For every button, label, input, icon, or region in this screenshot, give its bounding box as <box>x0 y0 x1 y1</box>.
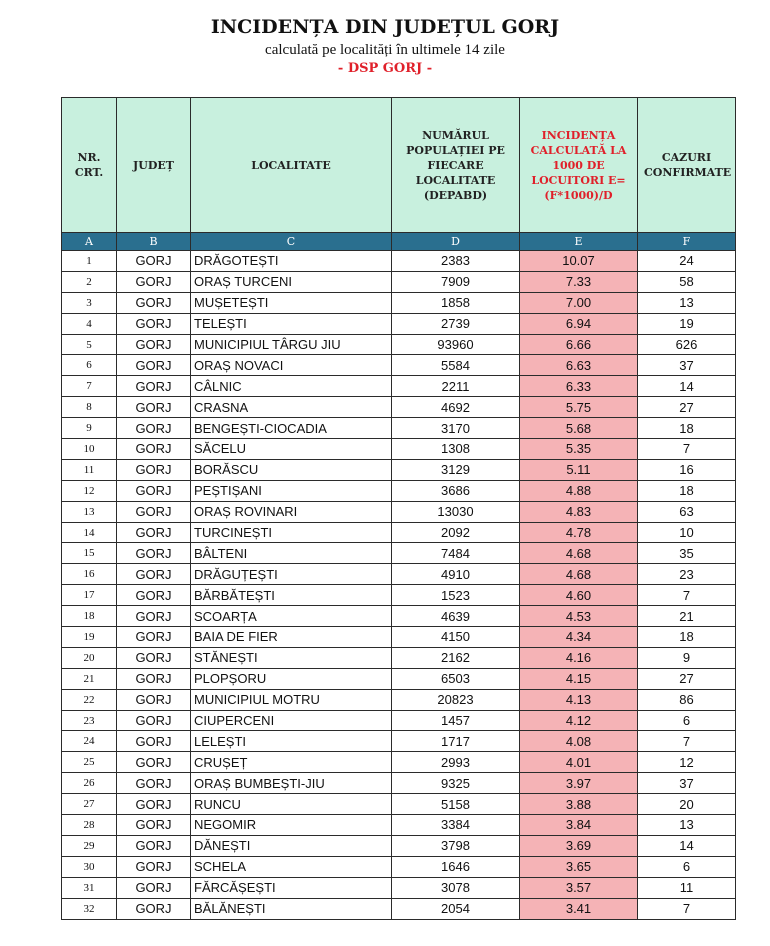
judet-cell: GORJ <box>117 480 191 501</box>
localitate-cell: BORĂSCU <box>191 459 392 480</box>
table-row <box>62 313 736 334</box>
judet-cell: GORJ <box>117 689 191 710</box>
row-number-cell: 32 <box>62 898 117 919</box>
localitate-cell: ORAȘ BUMBEȘTI-JIU <box>191 773 392 794</box>
cazuri-cell: 9 <box>638 647 736 668</box>
source-label: - DSP GORJ - <box>337 61 433 76</box>
cazuri-cell: 13 <box>638 292 736 313</box>
table-row <box>62 877 736 898</box>
cazuri-cell: 16 <box>638 459 736 480</box>
row-number-cell: 14 <box>62 522 117 543</box>
incidenta-cell: 7.33 <box>520 271 638 292</box>
localitate-cell: CÂLNIC <box>191 376 392 397</box>
incidenta-cell: 6.94 <box>520 313 638 334</box>
localitate-cell: TELEȘTI <box>191 313 392 334</box>
row-number-cell: 4 <box>62 313 117 334</box>
row-number-cell: 3 <box>62 292 117 313</box>
localitate-cell: PEȘTIȘANI <box>191 480 392 501</box>
incidenta-cell: 4.08 <box>520 731 638 752</box>
row-number-cell: 30 <box>62 856 117 877</box>
cazuri-cell: 63 <box>638 501 736 522</box>
judet-cell: GORJ <box>117 835 191 856</box>
incidenta-cell: 3.65 <box>520 856 638 877</box>
incidenta-cell: 3.41 <box>520 898 638 919</box>
judet-cell: GORJ <box>117 397 191 418</box>
incidenta-cell: 4.13 <box>520 689 638 710</box>
populatie-cell: 5158 <box>392 794 520 815</box>
localitate-cell: RUNCU <box>191 794 392 815</box>
populatie-cell: 3384 <box>392 815 520 836</box>
row-number-cell: 20 <box>62 647 117 668</box>
cazuri-cell: 6 <box>638 710 736 731</box>
localitate-cell: ORAȘ NOVACI <box>191 355 392 376</box>
incidenta-cell: 4.68 <box>520 564 638 585</box>
cazuri-cell: 13 <box>638 815 736 836</box>
judet-cell: GORJ <box>117 334 191 355</box>
cazuri-cell: 24 <box>638 251 736 272</box>
row-number-cell: 11 <box>62 459 117 480</box>
populatie-cell: 6503 <box>392 668 520 689</box>
table-row <box>62 856 736 877</box>
populatie-cell: 93960 <box>392 334 520 355</box>
localitate-cell: SĂCELU <box>191 439 392 460</box>
incidenta-cell: 3.69 <box>520 835 638 856</box>
table-row <box>62 752 736 773</box>
table-row <box>62 564 736 585</box>
row-number-cell: 21 <box>62 668 117 689</box>
localitate-cell: CRUȘEȚ <box>191 752 392 773</box>
judet-cell: GORJ <box>117 668 191 689</box>
table-row <box>62 522 736 543</box>
table-row <box>62 543 736 564</box>
judet-cell: GORJ <box>117 877 191 898</box>
judet-cell: GORJ <box>117 815 191 836</box>
cazuri-cell: 18 <box>638 627 736 648</box>
cazuri-cell: 7 <box>638 439 736 460</box>
localitate-cell: CRASNA <box>191 397 392 418</box>
judet-cell: GORJ <box>117 543 191 564</box>
table-row <box>62 731 736 752</box>
cazuri-cell: 7 <box>638 898 736 919</box>
incidenta-cell: 4.88 <box>520 480 638 501</box>
row-number-cell: 12 <box>62 480 117 501</box>
judet-cell: GORJ <box>117 710 191 731</box>
table-row <box>62 271 736 292</box>
incidenta-cell: 6.63 <box>520 355 638 376</box>
populatie-cell: 7909 <box>392 271 520 292</box>
incidenta-cell: 4.16 <box>520 647 638 668</box>
row-number-cell: 15 <box>62 543 117 564</box>
row-number-cell: 19 <box>62 627 117 648</box>
judet-cell: GORJ <box>117 292 191 313</box>
row-number-cell: 22 <box>62 689 117 710</box>
localitate-cell: SCOARȚA <box>191 606 392 627</box>
cazuri-cell: 7 <box>638 585 736 606</box>
row-number-cell: 6 <box>62 355 117 376</box>
cazuri-cell: 7 <box>638 731 736 752</box>
incidenta-cell: 4.53 <box>520 606 638 627</box>
localitate-cell: STĂNEȘTI <box>191 647 392 668</box>
table-row <box>62 710 736 731</box>
incidenta-cell: 4.60 <box>520 585 638 606</box>
judet-cell: GORJ <box>117 355 191 376</box>
row-number-cell: 26 <box>62 773 117 794</box>
header-incidenta: INCIDENȚA CALCULATĂ LA 1000 DE LOCUITORI E=(F*1000)/D <box>520 98 638 233</box>
judet-cell: GORJ <box>117 501 191 522</box>
populatie-cell: 5584 <box>392 355 520 376</box>
cazuri-cell: 37 <box>638 355 736 376</box>
row-number-cell: 23 <box>62 710 117 731</box>
header-cazuri: CAZURI CONFIRMATE <box>638 98 736 233</box>
localitate-cell: ORAȘ ROVINARI <box>191 501 392 522</box>
title-block <box>0 14 770 78</box>
cazuri-cell: 626 <box>638 334 736 355</box>
populatie-cell: 2211 <box>392 376 520 397</box>
localitate-cell: BĂRBĂTEȘTI <box>191 585 392 606</box>
judet-cell: GORJ <box>117 898 191 919</box>
incidenta-cell: 4.15 <box>520 668 638 689</box>
populatie-cell: 2383 <box>392 251 520 272</box>
row-number-cell: 7 <box>62 376 117 397</box>
incidence-table <box>61 97 736 920</box>
incidenta-cell: 7.00 <box>520 292 638 313</box>
cazuri-cell: 6 <box>638 856 736 877</box>
populatie-cell: 20823 <box>392 689 520 710</box>
column-letter: D <box>392 233 520 251</box>
cazuri-cell: 14 <box>638 376 736 397</box>
judet-cell: GORJ <box>117 647 191 668</box>
populatie-cell: 3078 <box>392 877 520 898</box>
localitate-cell: BĂLĂNEȘTI <box>191 898 392 919</box>
incidenta-cell: 3.57 <box>520 877 638 898</box>
incidenta-cell: 4.01 <box>520 752 638 773</box>
judet-cell: GORJ <box>117 522 191 543</box>
page-title: INCIDENȚA DIN JUDEȚUL GORJ <box>210 16 560 38</box>
populatie-cell: 4639 <box>392 606 520 627</box>
row-number-cell: 18 <box>62 606 117 627</box>
header-judet: JUDEȚ <box>117 98 191 233</box>
cazuri-cell: 19 <box>638 313 736 334</box>
populatie-cell: 1523 <box>392 585 520 606</box>
row-number-cell: 9 <box>62 418 117 439</box>
incidenta-cell: 5.68 <box>520 418 638 439</box>
row-number-cell: 1 <box>62 251 117 272</box>
localitate-cell: NEGOMIR <box>191 815 392 836</box>
row-number-cell: 2 <box>62 271 117 292</box>
judet-cell: GORJ <box>117 752 191 773</box>
populatie-cell: 7484 <box>392 543 520 564</box>
populatie-cell: 1858 <box>392 292 520 313</box>
judet-cell: GORJ <box>117 606 191 627</box>
table-row <box>62 627 736 648</box>
populatie-cell: 3170 <box>392 418 520 439</box>
table-row <box>62 689 736 710</box>
cazuri-cell: 18 <box>638 418 736 439</box>
cazuri-cell: 12 <box>638 752 736 773</box>
judet-cell: GORJ <box>117 627 191 648</box>
header-populatie: NUMĂRUL POPULAȚIEI PE FIECARE LOCALITATE (DEPABD) <box>392 98 520 233</box>
incidenta-cell: 10.07 <box>520 251 638 272</box>
header-localitate: LOCALITATE <box>191 98 392 233</box>
populatie-cell: 2993 <box>392 752 520 773</box>
localitate-cell: TURCINEȘTI <box>191 522 392 543</box>
table-row <box>62 647 736 668</box>
header-row <box>62 98 736 233</box>
incidenta-cell: 5.75 <box>520 397 638 418</box>
incidenta-cell: 6.66 <box>520 334 638 355</box>
cazuri-cell: 20 <box>638 794 736 815</box>
column-letters-row <box>62 233 736 251</box>
populatie-cell: 2054 <box>392 898 520 919</box>
localitate-cell: MUNICIPIUL MOTRU <box>191 689 392 710</box>
row-number-cell: 8 <box>62 397 117 418</box>
column-letter: A <box>62 233 117 251</box>
populatie-cell: 9325 <box>392 773 520 794</box>
row-number-cell: 25 <box>62 752 117 773</box>
table-row <box>62 501 736 522</box>
cazuri-cell: 27 <box>638 668 736 689</box>
page-subtitle: calculată pe localități în ultimele 14 zile <box>265 42 505 58</box>
incidenta-cell: 4.83 <box>520 501 638 522</box>
localitate-cell: FĂRCĂȘEȘTI <box>191 877 392 898</box>
table-row <box>62 397 736 418</box>
header-nr: NR. CRT. <box>62 98 117 233</box>
incidenta-cell: 6.33 <box>520 376 638 397</box>
table-row <box>62 251 736 272</box>
populatie-cell: 1646 <box>392 856 520 877</box>
row-number-cell: 13 <box>62 501 117 522</box>
table-row <box>62 439 736 460</box>
judet-cell: GORJ <box>117 773 191 794</box>
localitate-cell: LELEȘTI <box>191 731 392 752</box>
table-row <box>62 773 736 794</box>
populatie-cell: 13030 <box>392 501 520 522</box>
populatie-cell: 1717 <box>392 731 520 752</box>
incidenta-cell: 4.12 <box>520 710 638 731</box>
incidenta-cell: 4.34 <box>520 627 638 648</box>
table-row <box>62 794 736 815</box>
judet-cell: GORJ <box>117 418 191 439</box>
table-row <box>62 585 736 606</box>
table-row <box>62 418 736 439</box>
column-letter: C <box>191 233 392 251</box>
localitate-cell: BAIA DE FIER <box>191 627 392 648</box>
incidenta-cell: 4.78 <box>520 522 638 543</box>
row-number-cell: 29 <box>62 835 117 856</box>
cazuri-cell: 27 <box>638 397 736 418</box>
localitate-cell: DRĂGUȚEȘTI <box>191 564 392 585</box>
populatie-cell: 3686 <box>392 480 520 501</box>
table-row <box>62 355 736 376</box>
row-number-cell: 16 <box>62 564 117 585</box>
table-row <box>62 898 736 919</box>
populatie-cell: 1457 <box>392 710 520 731</box>
judet-cell: GORJ <box>117 251 191 272</box>
populatie-cell: 4910 <box>392 564 520 585</box>
populatie-cell: 3798 <box>392 835 520 856</box>
localitate-cell: MUȘETEȘTI <box>191 292 392 313</box>
localitate-cell: CIUPERCENI <box>191 710 392 731</box>
column-letter: F <box>638 233 736 251</box>
judet-cell: GORJ <box>117 564 191 585</box>
localitate-cell: MUNICIPIUL TÂRGU JIU <box>191 334 392 355</box>
judet-cell: GORJ <box>117 585 191 606</box>
populatie-cell: 2162 <box>392 647 520 668</box>
judet-cell: GORJ <box>117 794 191 815</box>
row-number-cell: 5 <box>62 334 117 355</box>
populatie-cell: 2739 <box>392 313 520 334</box>
incidenta-cell: 5.35 <box>520 439 638 460</box>
table-row <box>62 292 736 313</box>
cazuri-cell: 23 <box>638 564 736 585</box>
cazuri-cell: 10 <box>638 522 736 543</box>
judet-cell: GORJ <box>117 439 191 460</box>
table-row <box>62 334 736 355</box>
incidenta-cell: 3.88 <box>520 794 638 815</box>
populatie-cell: 2092 <box>392 522 520 543</box>
cazuri-cell: 14 <box>638 835 736 856</box>
table-row <box>62 815 736 836</box>
row-number-cell: 10 <box>62 439 117 460</box>
column-letter: E <box>520 233 638 251</box>
populatie-cell: 4692 <box>392 397 520 418</box>
cazuri-cell: 18 <box>638 480 736 501</box>
judet-cell: GORJ <box>117 459 191 480</box>
localitate-cell: BÂLTENI <box>191 543 392 564</box>
table-row <box>62 480 736 501</box>
row-number-cell: 31 <box>62 877 117 898</box>
column-letter: B <box>117 233 191 251</box>
localitate-cell: SCHELA <box>191 856 392 877</box>
table-body <box>62 251 736 920</box>
judet-cell: GORJ <box>117 376 191 397</box>
populatie-cell: 3129 <box>392 459 520 480</box>
cazuri-cell: 58 <box>638 271 736 292</box>
table-row <box>62 606 736 627</box>
row-number-cell: 17 <box>62 585 117 606</box>
incidenta-cell: 5.11 <box>520 459 638 480</box>
judet-cell: GORJ <box>117 313 191 334</box>
row-number-cell: 27 <box>62 794 117 815</box>
judet-cell: GORJ <box>117 271 191 292</box>
cazuri-cell: 86 <box>638 689 736 710</box>
table-row <box>62 376 736 397</box>
cazuri-cell: 21 <box>638 606 736 627</box>
localitate-cell: PLOPȘORU <box>191 668 392 689</box>
incidenta-cell: 3.84 <box>520 815 638 836</box>
localitate-cell: DĂNEȘTI <box>191 835 392 856</box>
table-row <box>62 835 736 856</box>
populatie-cell: 4150 <box>392 627 520 648</box>
populatie-cell: 1308 <box>392 439 520 460</box>
localitate-cell: BENGEȘTI-CIOCADIA <box>191 418 392 439</box>
incidenta-cell: 4.68 <box>520 543 638 564</box>
row-number-cell: 24 <box>62 731 117 752</box>
judet-cell: GORJ <box>117 856 191 877</box>
localitate-cell: DRĂGOTEȘTI <box>191 251 392 272</box>
judet-cell: GORJ <box>117 731 191 752</box>
table-row <box>62 459 736 480</box>
cazuri-cell: 11 <box>638 877 736 898</box>
table-row <box>62 668 736 689</box>
localitate-cell: ORAȘ TURCENI <box>191 271 392 292</box>
cazuri-cell: 37 <box>638 773 736 794</box>
incidenta-cell: 3.97 <box>520 773 638 794</box>
cazuri-cell: 35 <box>638 543 736 564</box>
row-number-cell: 28 <box>62 815 117 836</box>
